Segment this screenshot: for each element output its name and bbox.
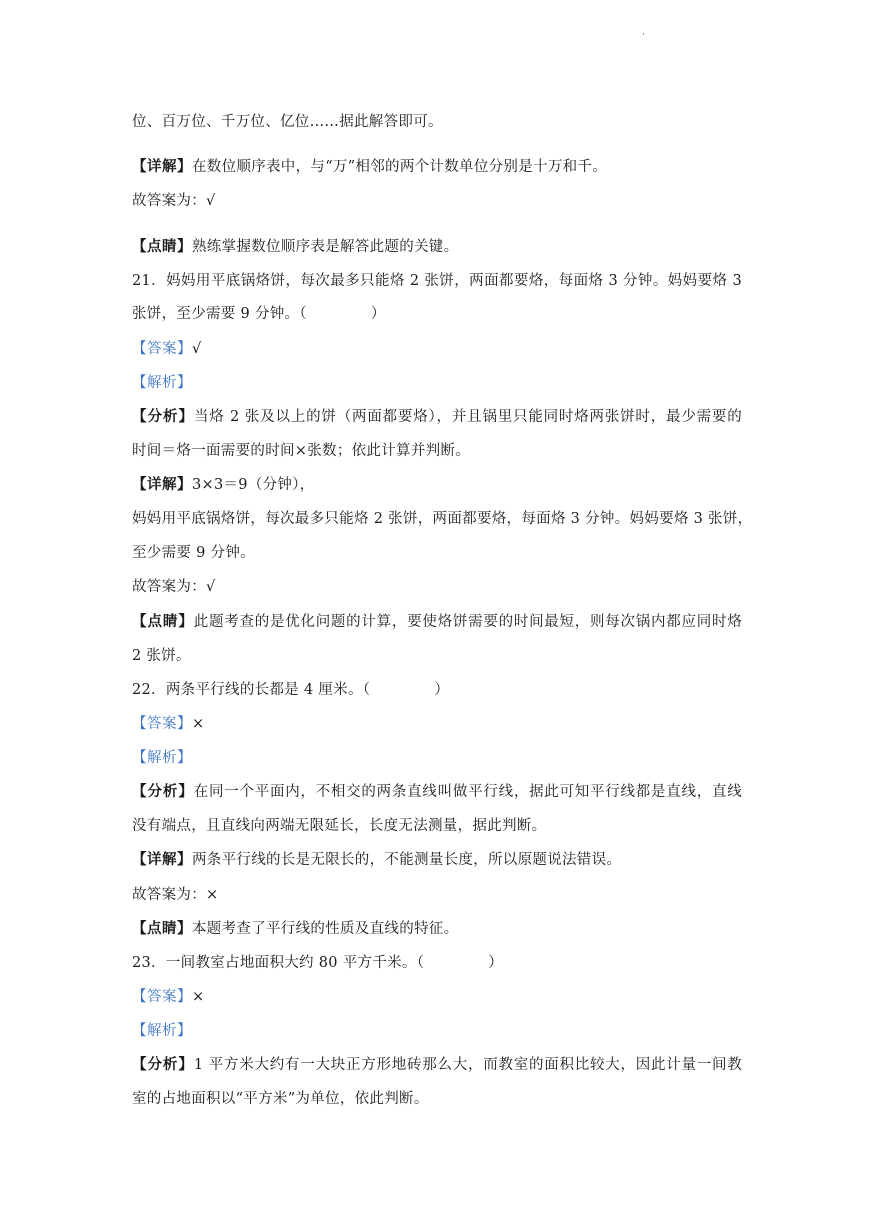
detail-label: 【详解】 <box>132 477 192 493</box>
answer-value: √ <box>192 341 202 357</box>
q23-stem-text: 23．一间教室占地面积大约 80 平方千米。（ <box>132 955 425 971</box>
prev-continuation: 位、百万位、千万位、亿位……据此解答即可。 <box>132 114 443 130</box>
q23-stem <box>132 953 742 973</box>
detail-label: 【详解】 <box>132 852 192 868</box>
q22-fenxi-line2: 没有端点，且直线向两端无限延长，长度无法测量，据此判断。 <box>132 818 547 834</box>
q21-detail-line1 <box>132 475 742 495</box>
q22-stem <box>132 680 742 700</box>
q21-fenxi-line1 <box>132 407 742 427</box>
answer-label: 【答案】 <box>132 716 192 732</box>
prev-answer-line: 故答案为：√ <box>132 193 216 209</box>
comment-text: 此题考查的是优化问题的计算，要使烙饼需要的时间最短，则每次锅内都应同时烙 <box>193 614 743 630</box>
q22-analysis <box>132 748 742 768</box>
q23-fenxi-line1 <box>132 1055 742 1075</box>
comment-label: 【点睛】 <box>132 614 194 630</box>
comment-label: 【点睛】 <box>132 921 192 937</box>
analysis-label: 【解析】 <box>132 750 192 766</box>
q22-detail <box>132 850 742 870</box>
detail-text: 3×3＝9（分钟）， <box>192 477 315 493</box>
answer-value: × <box>192 716 205 732</box>
q21-detail-line2: 妈妈用平底锅烙饼，每次最多只能烙 2 张饼，两面都要烙，每面烙 3 分钟。妈妈要烙 3 张饼， <box>132 511 753 527</box>
q21-stem-text: 张饼，至少需要 9 分钟。（ <box>132 306 307 322</box>
q21-answer-line: 故答案为：√ <box>132 579 216 595</box>
answer-label: 【答案】 <box>132 341 192 357</box>
fenxi-label: 【分析】 <box>132 409 194 425</box>
fenxi-text: 1 平方米大约有一大块正方形地砖那么大，而教室的面积比较大，因此计量一间教 <box>193 1057 743 1073</box>
q21-answer <box>132 339 742 359</box>
answer-value: × <box>192 989 205 1005</box>
fenxi-text: 在同一个平面内，不相交的两条直线叫做平行线，据此可知平行线都是直线，直线 <box>193 784 743 800</box>
detail-label: 【详解】 <box>132 159 192 175</box>
fenxi-text: 当烙 2 张及以上的饼（两面都要烙），并且锅里只能同时烙两张饼时，最少需要的 <box>194 409 743 425</box>
q23-fenxi-line2: 室的占地面积以“平方米”为单位，依此判断。 <box>132 1091 429 1107</box>
q21-stem-line2 <box>132 304 742 324</box>
q21-stem-line1: 21．妈妈用平底锅烙饼，每次最多只能烙 2 张饼，两面都要烙，每面烙 3 分钟。妈妈要烙 3 <box>132 273 742 289</box>
analysis-label: 【解析】 <box>132 375 192 391</box>
q22-comment <box>132 919 742 939</box>
comment-text: 熟练掌握数位顺序表是解答此题的关键。 <box>192 239 459 255</box>
detail-text: 两条平行线的长是无限长的，不能测量长度，所以原题说法错误。 <box>192 852 622 868</box>
q21-analysis <box>132 373 742 393</box>
q23-answer <box>132 987 742 1007</box>
q22-fenxi-line1 <box>132 782 742 802</box>
q22-answer <box>132 714 742 734</box>
q23-analysis <box>132 1021 742 1041</box>
q21-comment-line2: 2 张饼。 <box>132 648 191 664</box>
prev-detail <box>132 157 742 177</box>
analysis-label: 【解析】 <box>132 1023 192 1039</box>
prev-comment <box>132 237 742 257</box>
q22-answer-line: 故答案为：× <box>132 887 219 903</box>
q22-close-paren: ） <box>434 682 450 698</box>
answer-label: 【答案】 <box>132 989 192 1005</box>
detail-text: 在数位顺序表中，与“万”相邻的两个计数单位分别是十万和千。 <box>192 159 608 175</box>
fenxi-label: 【分析】 <box>132 1057 194 1073</box>
q21-close-paren: ） <box>370 306 386 322</box>
q23-close-paren: ） <box>488 955 504 971</box>
comment-text: 本题考查了平行线的性质及直线的特征。 <box>192 921 459 937</box>
comment-label: 【点睛】 <box>132 239 192 255</box>
q21-comment-line1 <box>132 612 742 632</box>
q21-detail-line3: 至少需要 9 分钟。 <box>132 545 255 561</box>
q21-fenxi-line2: 时间＝烙一面需要的时间×张数；依此计算并判断。 <box>132 443 471 459</box>
fenxi-label: 【分析】 <box>132 784 194 800</box>
header-mark: · <box>642 30 645 40</box>
q22-stem-text: 22．两条平行线的长都是 4 厘米。（ <box>132 682 371 698</box>
